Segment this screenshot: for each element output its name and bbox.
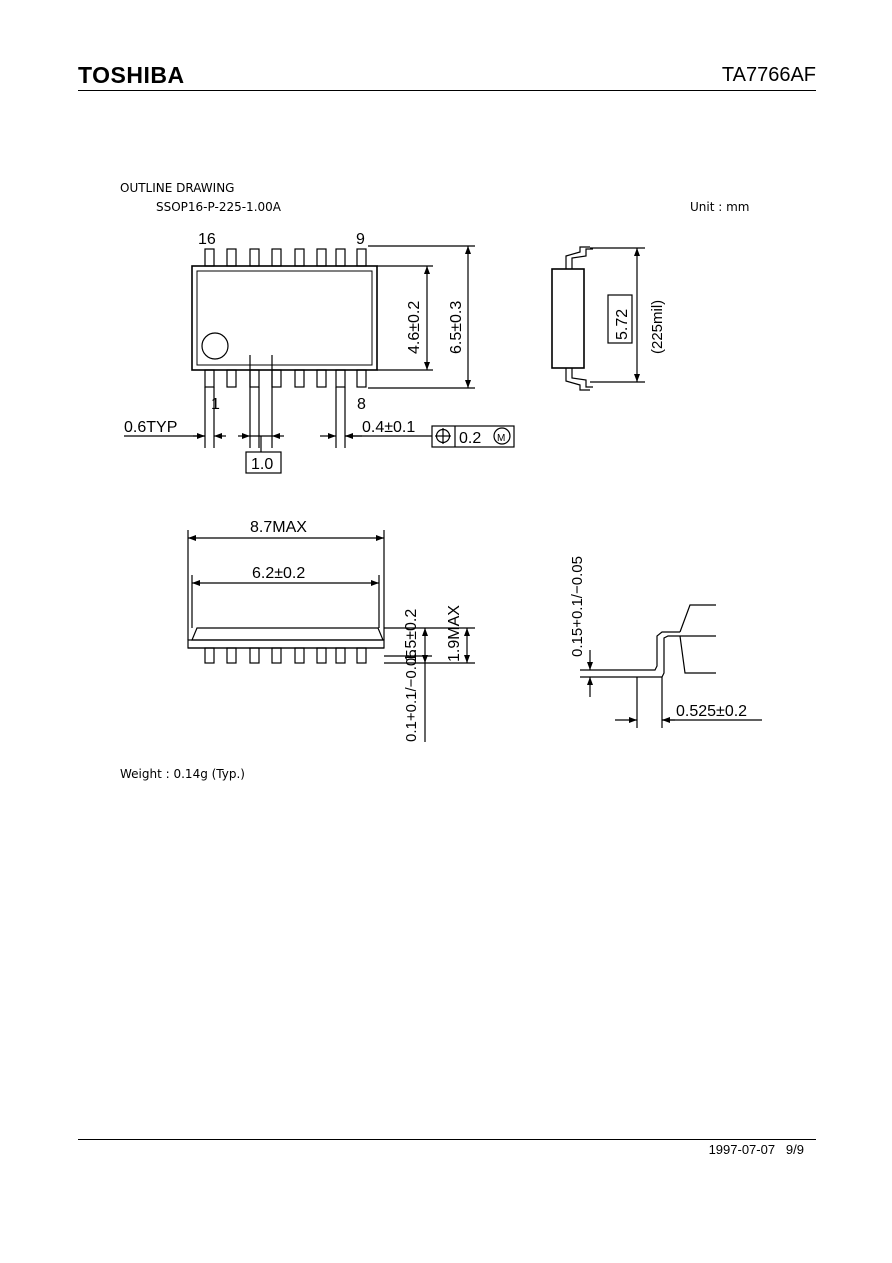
bottom-leads bbox=[205, 370, 366, 387]
dim-standoff: 0.1+0.1/−0.05 bbox=[403, 649, 420, 742]
footer-rule bbox=[78, 1139, 816, 1140]
footer-info bbox=[709, 1142, 804, 1157]
dim-body-width: 4.6±0.2 bbox=[406, 300, 423, 354]
dim-pitch: 1.0 bbox=[251, 456, 274, 473]
pin-8-label: 8 bbox=[357, 396, 366, 413]
dim-total-width: 6.5±0.3 bbox=[448, 300, 465, 354]
tolerance-modifier: M bbox=[497, 433, 506, 444]
pin1-marker bbox=[202, 333, 228, 359]
top-view bbox=[124, 246, 514, 473]
dim-foot-length: 0.525±0.2 bbox=[676, 703, 748, 720]
section-title: OUTLINE DRAWING bbox=[120, 181, 235, 195]
footer-page: 9/9 bbox=[785, 1142, 804, 1157]
brand-logo: TOSHIBA bbox=[78, 62, 185, 88]
part-number: TA7766AF bbox=[721, 64, 816, 86]
dim-body-height: 1.5±0.2 bbox=[403, 608, 420, 662]
top-leads bbox=[205, 249, 366, 266]
front-view bbox=[188, 530, 475, 742]
tolerance-value: 0.2 bbox=[459, 430, 482, 447]
footer-date: 1997-07-07 bbox=[708, 1142, 776, 1157]
dim-lead-thickness: 0.15+0.1/−0.05 bbox=[569, 556, 586, 657]
weight-note: Weight : 0.14g (Typ.) bbox=[120, 767, 245, 781]
unit-label: Unit : mm bbox=[690, 200, 750, 214]
dim-body-length: 6.2±0.2 bbox=[252, 565, 306, 582]
dim-lead-length: 0.6TYP bbox=[124, 419, 178, 436]
dim-max-height: 1.9MAX bbox=[446, 605, 463, 662]
package-code: SSOP16-P-225-1.00A bbox=[156, 200, 281, 214]
pin-16-label: 16 bbox=[198, 231, 216, 248]
dim-225mil: (225mil) bbox=[649, 299, 666, 354]
dim-max-length: 8.7MAX bbox=[250, 519, 307, 536]
dim-box-5-72: 5.72 bbox=[614, 308, 631, 340]
dim-lead-width: 0.4±0.1 bbox=[362, 419, 416, 436]
pin-9-label: 9 bbox=[356, 231, 365, 248]
pin-1-label: 1 bbox=[211, 396, 220, 413]
side-view bbox=[552, 247, 645, 390]
